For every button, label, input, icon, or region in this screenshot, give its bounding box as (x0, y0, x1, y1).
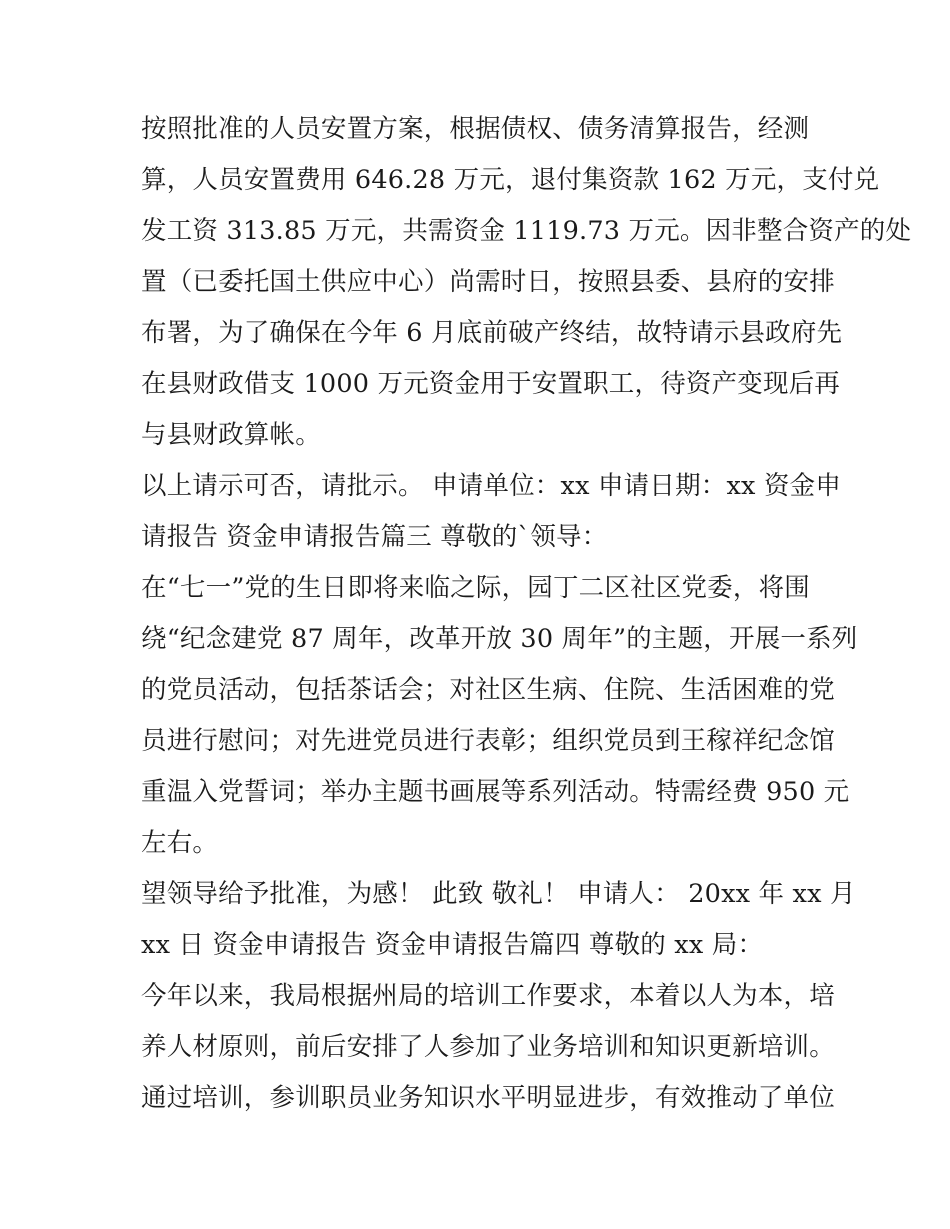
text-line: 的党员活动，包括茶话会；对社区生病、住院、生活困难的党 (141, 675, 835, 705)
text-line: 发工资 313.85 万元，共需资金 1119.73 万元。因非整合资产的处 (141, 216, 912, 246)
text-line: 布署，为了确保在今年 6 月底前破产终结，故特请示县政府先 (141, 318, 843, 348)
text-line: 请报告 资金申请报告篇三 尊敬的`领导： (141, 522, 608, 552)
text-line: 今年以来，我局根据州局的培训工作要求，本着以人为本，培 (141, 981, 835, 1011)
text-line: 按照批准的人员安置方案，根据债权、债务清算报告，经测 (141, 114, 810, 144)
document-body (141, 104, 912, 1124)
text-line: 与县财政算帐。 (141, 420, 321, 450)
text-line: 养人材原则，前后安排了人参加了业务培训和知识更新培训。 (141, 1032, 835, 1062)
text-line: 重温入党誓词；举办主题书画展等系列活动。特需经费 950 元 (141, 777, 850, 807)
text-line: 算，人员安置费用 646.28 万元，退付集资款 162 万元，支付兑 (141, 165, 880, 195)
text-line: 通过培训，参训职员业务知识水平明显进步，有效推动了单位 (141, 1083, 835, 1113)
text-line: 望领导给予批准，为感！ 此致 敬礼！ 申请人： 20xx 年 xx 月 (141, 879, 856, 909)
text-line: 以上请示可否，请批示。 申请单位：xx 申请日期：xx 资金申 (141, 471, 842, 501)
text-line: 员进行慰问；对先进党员进行表彰；组织党员到王稼祥纪念馆 (141, 726, 835, 756)
text-line: xx 日 资金申请报告 资金申请报告篇四 尊敬的 xx 局： (141, 930, 764, 960)
text-line: 置（已委托国土供应中心）尚需时日，按照县委、县府的安排 (141, 267, 835, 297)
text-line: 在县财政借支 1000 万元资金用于安置职工，待资产变现后再 (141, 369, 841, 399)
text-line: 左右。 (141, 828, 219, 858)
text-line: 在“七一”党的生日即将来临之际，园丁二区社区党委，将围 (141, 573, 810, 603)
text-line: 绕“纪念建党 87 周年，改革开放 30 周年”的主题，开展一系列 (141, 624, 858, 654)
